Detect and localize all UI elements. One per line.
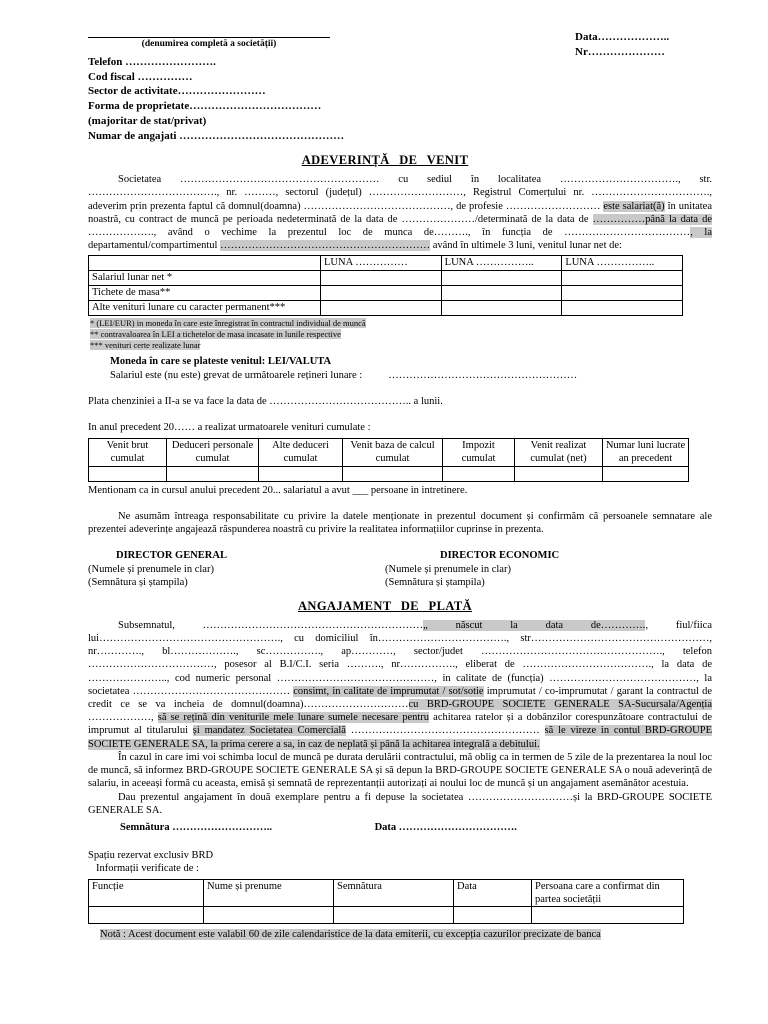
- header-numar-luni: Numar luni lucrate an precedent: [603, 439, 689, 466]
- header-data: Data: [454, 879, 532, 906]
- empty-cell: [334, 907, 454, 924]
- table-row: [89, 286, 683, 301]
- table-row: [89, 879, 684, 906]
- header-deduceri-personale: Deduceri personale cumulat: [167, 439, 259, 466]
- company-fields: [88, 55, 712, 143]
- adeverinta-intro-paragraph: Societatea ………………………………………………… cu sediul în localitatea ……………………………., str. ………………………………., nr. ………, sectorul (județul) ………………………, Registrul Comerțului nr. ……………………………., adeverim prin prezenta faptul că domnul(doamna) ……………………………………, de profesie ……………………… este salariat(ă) în unitatea noastră, cu contract de muncă pe perioada nedeterminată de la data de …………………/determinată de la data de ……………până la data de ………………., având o vechime la prezentul loc de munca de………., în funcția de ………………………………, la departamentul/compartimentul …………………………………………………… având în ultimele 3 luni, venitul lunar net de:: [88, 174, 713, 252]
- field-majoritar: (majoritar de stat/privat): [88, 114, 207, 127]
- field-numar-angajati: Numar de angajati ………………………………………: [88, 129, 345, 142]
- director-economic-block: [385, 549, 712, 589]
- monthly-income-table: [88, 255, 683, 316]
- empty-cell: [454, 907, 532, 924]
- date-number-block: [575, 30, 669, 60]
- verificare-table: [88, 879, 684, 924]
- spatiu-rezervat-line: Spațiu rezervat exclusiv BRD: [88, 850, 214, 862]
- header-alte-deduceri: Alte deduceri cumulat: [259, 439, 343, 466]
- table-row: [89, 256, 683, 271]
- director-general-signature-caption: (Semnătura și ștampila): [88, 576, 188, 588]
- moneda-line: Moneda în care se plateste venitul: LEI/VALUTA: [110, 356, 332, 368]
- footnote-2: ** contravaloarea în LEI a tichetelor de masa incasate in lunile respective: [90, 329, 341, 340]
- angajament-title: ANGAJAMENT DE PLATĂ: [297, 598, 472, 613]
- footnote-line: [90, 329, 712, 340]
- signature-row: [88, 821, 712, 834]
- field-forma-proprietate: Forma de proprietate………………………………: [88, 100, 322, 113]
- empty-cell: [441, 301, 562, 316]
- empty-cell: [343, 466, 443, 481]
- empty-cell: [562, 271, 683, 286]
- table-row: [89, 301, 683, 316]
- brd-section: [88, 849, 712, 941]
- header-venit-brut: Venit brut cumulat: [89, 439, 167, 466]
- table-row: [89, 439, 689, 466]
- corner-cell: [89, 256, 321, 271]
- mentionam-line: Mentionam ca in cursul anului precedent 20... salariatul a avut ___ persoane in intretinere.: [88, 484, 468, 496]
- row-label-salariu-net: Salariul lunar net *: [89, 271, 321, 286]
- company-name-blank: [88, 26, 330, 38]
- footnote-line: [90, 318, 712, 329]
- footnote-line: [90, 340, 712, 351]
- number-line: Nr…………………: [575, 45, 665, 58]
- empty-cell: [562, 286, 683, 301]
- header-impozit: Impozit cumulat: [443, 439, 515, 466]
- empty-cell: [89, 466, 167, 481]
- informatii-verificate-line: Informații verificate de :: [96, 863, 199, 875]
- empty-cell: [321, 301, 442, 316]
- adeverinta-title: ADEVERINȚĂ DE VENIT: [301, 153, 469, 168]
- luna-header-3: LUNA ……………..: [562, 256, 683, 271]
- plata-chenzina-line: Plata chenziniei a II-a se va face la data de ………………………………….. a lunii.: [88, 395, 443, 407]
- header-venit-baza-calcul: Venit baza de calcul cumulat: [343, 439, 443, 466]
- luna-header-2: LUNA ……………..: [441, 256, 562, 271]
- director-general-name-caption: (Numele și prenumele in clar): [88, 563, 214, 575]
- empty-cell: [204, 907, 334, 924]
- table-row: [89, 907, 684, 924]
- an-precedent-line: In anul precedent 20…… a realizat urmatoarele venituri cumulate :: [88, 421, 371, 433]
- empty-cell: [441, 286, 562, 301]
- empty-cell: [259, 466, 343, 481]
- header-persoana-confirmare: Persoana care a confirmat din partea societății: [532, 879, 684, 906]
- header-nume-prenume: Nume și prenume: [204, 879, 334, 906]
- salariu-grevat-label: Salariul este (nu este) grevat de următoarele rețineri lunare :: [110, 369, 363, 381]
- angajament-paragraph-2: În cazul in care imi voi schimba locul de muncă pe durata derulării contractului, mă oblig ca in termen de 5 zile de la prezentarea la noul loc de muncă, să informez BRD-GROUPE SOCIETE GENERALE SA și să depun la BRD-GROUPE SOCIETE GENERALE SA o nouă adeverință de salariu, in aceeași formă cu aceasta, emisă și semnată de reprezentanții autorizați ai noului loc de muncă și un angajament asemănător acestuia.: [88, 751, 712, 790]
- angajament-paragraph-1: Subsemnatul, ………………………………………………………„ născut la data de…………., fiul/fiica lui……………………………………………., cu domiciliul în………………………………., str……………………………………………, nr…………., bl………………., sc……………., ap…………, sector/judet ……………………………………………., telefon ………………………………, posesor al B.I/C.I. seria ………., nr……………., eliberat de ………………………………., la data de ………………….., cod numeric personal ………………………………………, in calitate de (funcția) ……………………………………, la societatea ……………………………………… consimt, in calitate de imprumutat / sot/sotie imprumutat / co-imprumutat / garant la contractul de credit ce se va incheia de domnul(doamna)…………………………cu BRD-GROUPE SOCIETE GENERALE SA-Sucursala/Agenția ………………, să se rețină din veniturile mele lunare sumele necesare pentru achitarea ratelor și a dobânzilor corespunzătoare contractului de imprumut al titularului și mandatez Societatea Comercială ……………………………………………… să le vireze in contul BRD-GROUPE SOCIETE GENERALE SA, la prima cerere a sa, in caz de neplată și până la achitarea integrală a debitului.: [88, 619, 713, 750]
- semnatura-label: Semnătura ………………………..: [120, 821, 272, 833]
- directors-block: [88, 549, 712, 589]
- empty-cell: [532, 907, 684, 924]
- empty-cell: [89, 907, 204, 924]
- data-label: Data …………………………….: [374, 821, 517, 833]
- row-label-tichete: Tichete de masa**: [89, 286, 321, 301]
- asumare-paragraph: Ne asumăm întreaga responsabilitate cu privire la datele menționate in prezentul document și confirmăm că persoanele semnatare ale prezentei adeverințe angajează răspunderea noastră cu privire la realitatea informațiilor cuprinse in prezenta.: [88, 510, 712, 536]
- venituri-cumulate-table: [88, 438, 689, 481]
- director-economic-signature-caption: (Semnătura și ștampila): [385, 576, 485, 588]
- director-general-block: [88, 549, 385, 589]
- empty-cell: [515, 466, 603, 481]
- empty-cell: [321, 271, 442, 286]
- header-functie: Funcție: [89, 879, 204, 906]
- header-semnatura: Semnătura: [334, 879, 454, 906]
- field-cod-fiscal: Cod fiscal ……………: [88, 70, 193, 83]
- salariu-grevat-line: [110, 369, 712, 382]
- empty-cell: [321, 286, 442, 301]
- footnotes-block: [90, 318, 712, 350]
- table-row: [89, 271, 683, 286]
- empty-cell: [562, 301, 683, 316]
- field-telefon: Telefon …………………….: [88, 55, 216, 68]
- director-economic-title: DIRECTOR ECONOMIC: [440, 550, 560, 562]
- footnote-1: * (LEI/EUR) in moneda în care este înregistrat în contractul individual de muncă: [90, 318, 366, 329]
- field-sector-activitate: Sector de activitate……………………: [88, 85, 266, 98]
- header-venit-realizat: Venit realizat cumulat (net): [515, 439, 603, 466]
- nota-line: [100, 928, 712, 941]
- nota-text: Notă : Acest document este valabil 60 de zile calendaristice de la data emiterii, cu excepția cazurilor precizate de banca: [100, 929, 601, 941]
- angajament-paragraph-3: Dau prezentul angajament în două exemplare pentru a fi depuse la societatea …………………………și la BRD-GROUPE SOCIETE GENERALE SA.: [88, 791, 712, 816]
- empty-cell: [603, 466, 689, 481]
- empty-cell: [441, 271, 562, 286]
- luna-header-1: LUNA ……………: [321, 256, 442, 271]
- director-economic-name-caption: (Numele și prenumele in clar): [385, 563, 511, 575]
- date-line: Data………………..: [575, 31, 670, 43]
- row-label-alte-venituri: Alte venituri lunare cu caracter permanent***: [89, 301, 321, 316]
- salariu-grevat-dots: ………………………………………………: [388, 369, 578, 381]
- empty-cell: [443, 466, 515, 481]
- table-row: [89, 466, 689, 481]
- director-general-title: DIRECTOR GENERAL: [116, 550, 227, 562]
- footnote-3: *** venituri certe realizate lunar: [90, 339, 201, 350]
- empty-cell: [167, 466, 259, 481]
- company-name-caption: (denumirea completă a societății): [141, 39, 277, 49]
